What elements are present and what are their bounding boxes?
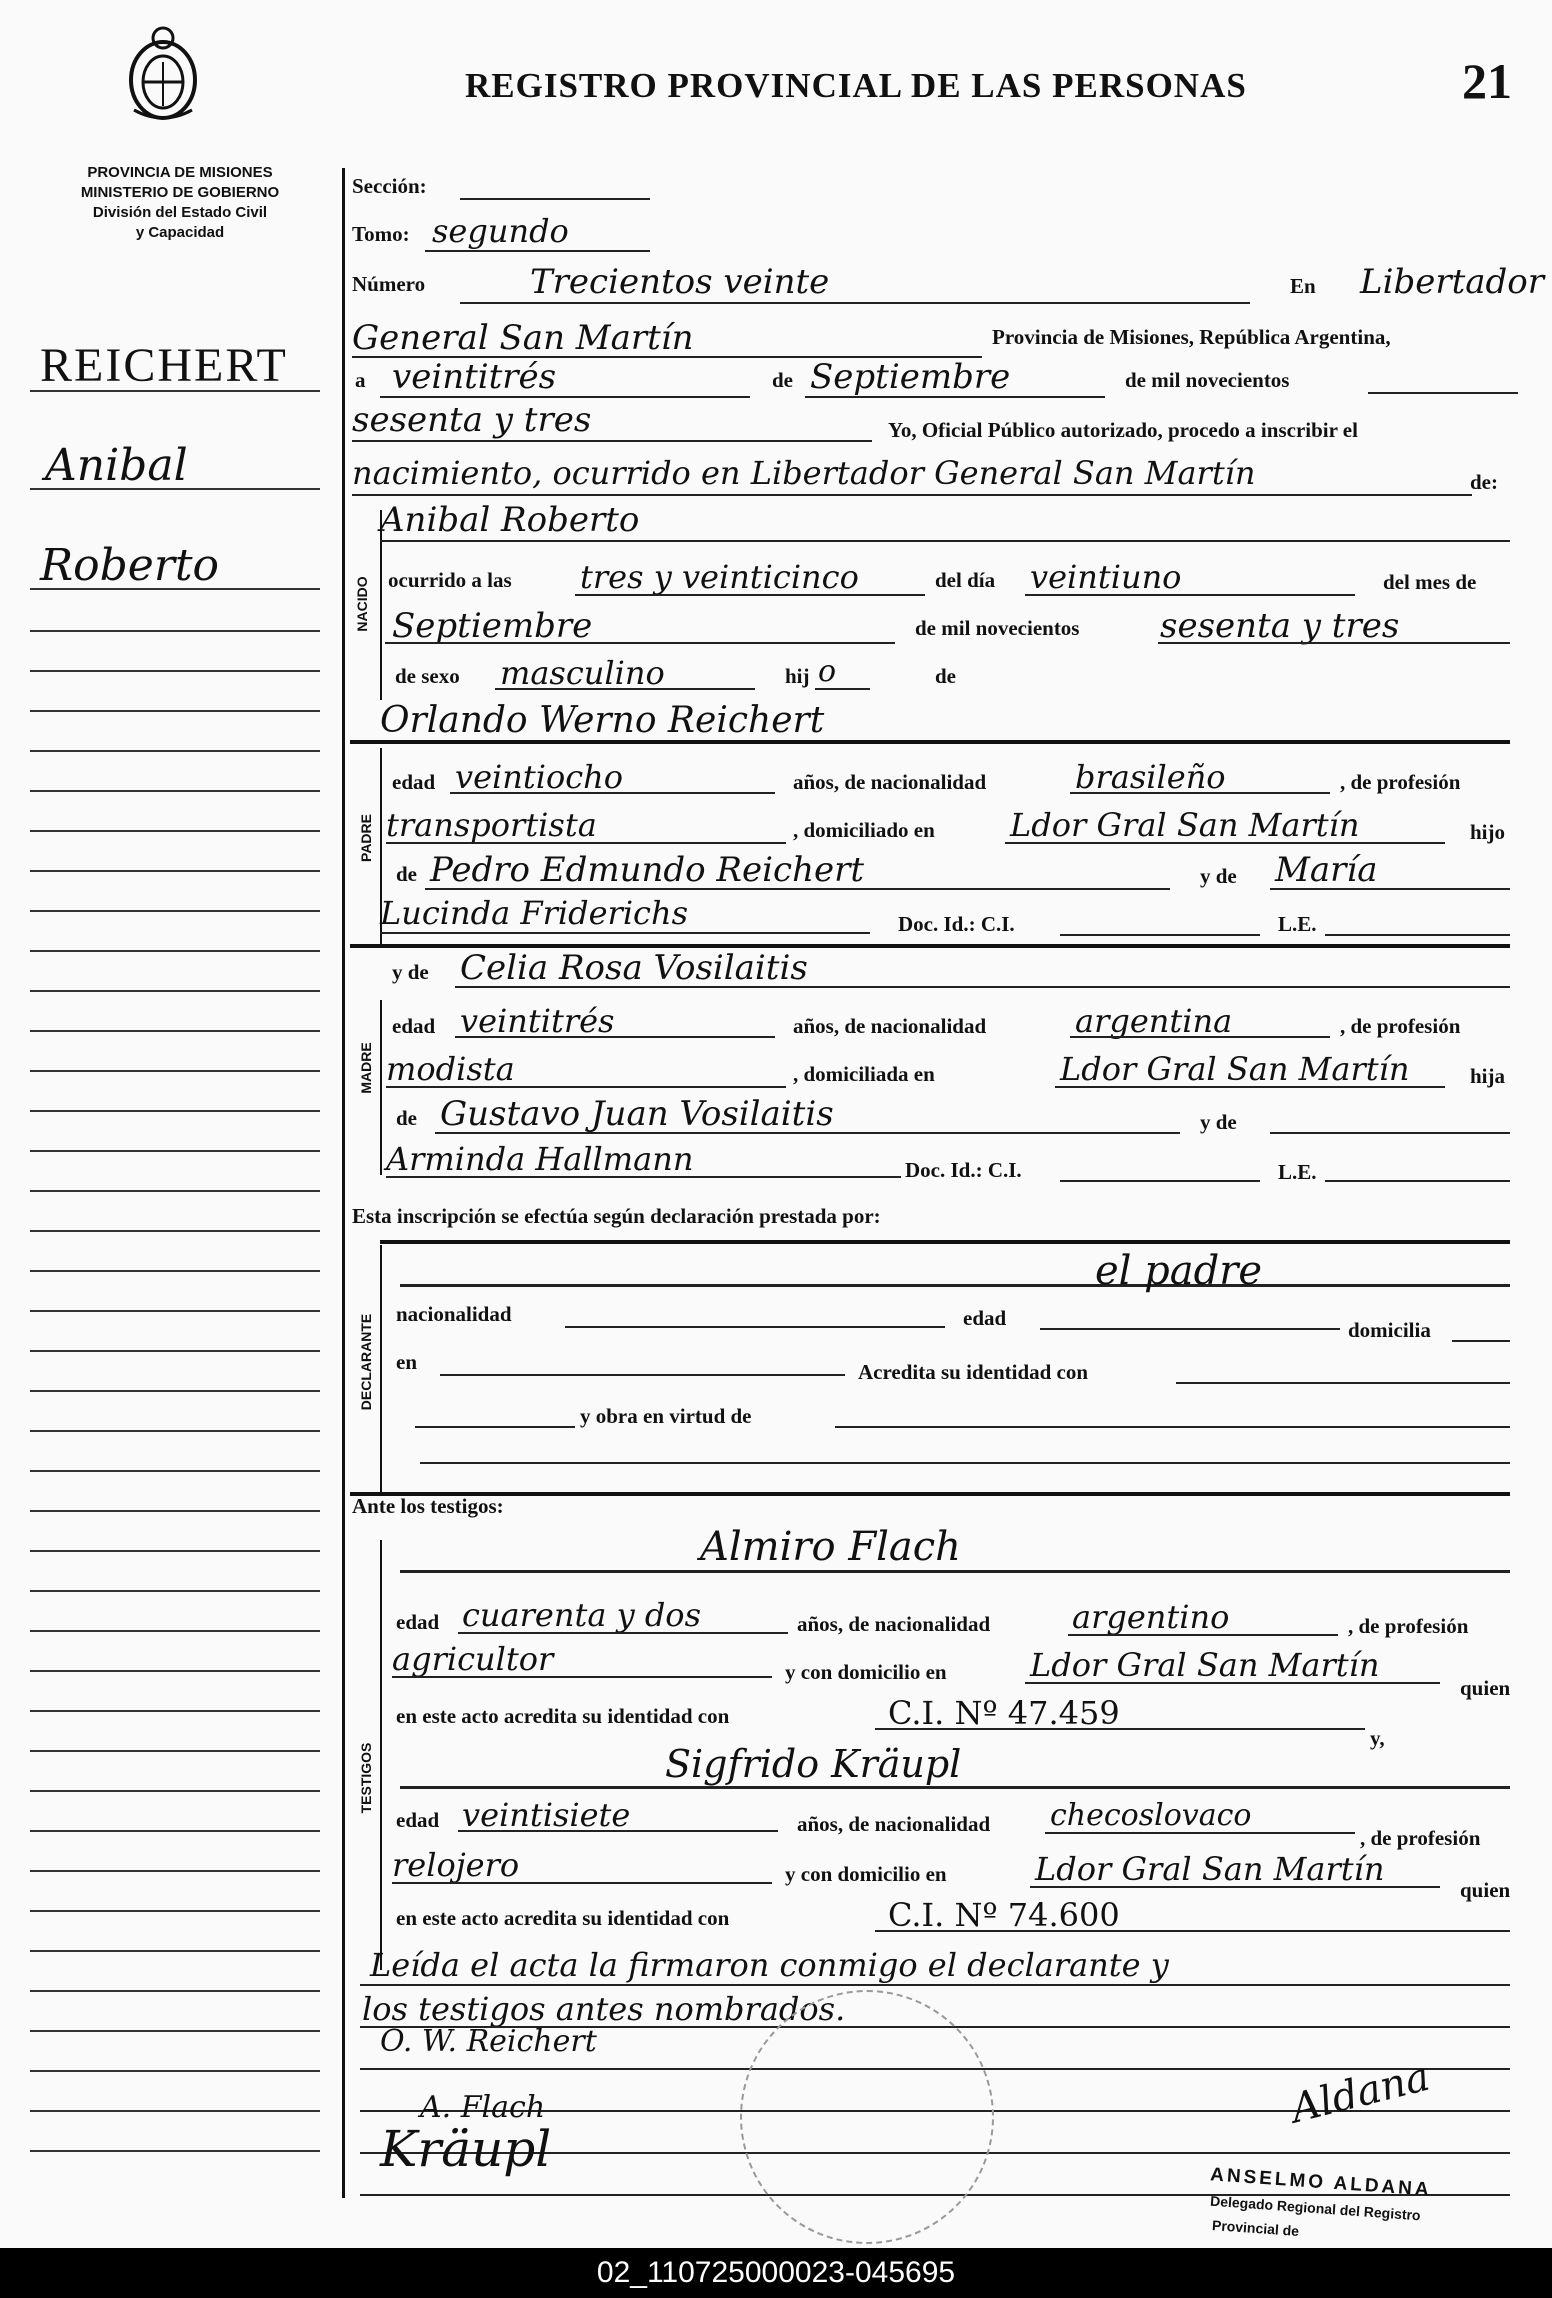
nacido-section-label: NACIDO [354, 576, 370, 632]
testigos-intro: Ante los testigos: [352, 1494, 504, 1518]
a-label: a [355, 368, 366, 392]
w1-edad-label: edad [396, 1610, 440, 1634]
padre-edad-value: veintiocho [455, 758, 624, 796]
w1-dom-label: y con domicilio en [785, 1660, 947, 1684]
declarante-edad-label: edad [963, 1306, 1007, 1330]
margin-second-name: Roberto [40, 540, 220, 591]
padre-de-label: de [396, 862, 417, 886]
madre-edad-label: edad [392, 1014, 436, 1038]
padre-prof-label: , de profesión [1340, 770, 1461, 794]
witness1-name: Almiro Flach [700, 1524, 961, 1570]
issuer-ministry: MINISTERIO DE GOBIERNO [80, 184, 280, 201]
w1-doc: C.I. Nº 47.459 [888, 1694, 1120, 1732]
register-title: REGISTRO PROVINCIAL DE LAS PERSONAS [465, 66, 1247, 105]
issuer-division: División del Estado Civil [92, 204, 268, 221]
en-label: En [1290, 274, 1316, 298]
nacido-de-label: de [935, 664, 956, 688]
nacido-day-value: veintiuno [1030, 558, 1182, 596]
madre-le-label: L.E. [1278, 1160, 1317, 1184]
form-left-border [342, 168, 345, 2198]
padre-mother-value-1: María [1275, 850, 1378, 890]
faint-seal [740, 1990, 994, 2244]
numero-value: Trecientos veinte [530, 262, 830, 302]
declarante-value: el padre [1095, 1248, 1263, 1294]
declarante-intro: Esta inscripción se efectúa según declaración prestada por: [352, 1204, 881, 1228]
official-stamp-title-1: Delegado Regional del Registro [1209, 2192, 1422, 2224]
w1-nac-label: años, de nacionalidad [797, 1612, 991, 1636]
padre-dom-label: , domiciliado en [793, 818, 935, 842]
month-value: Septiembre [810, 357, 1011, 397]
w2-nac-label: años, de nacionalidad [797, 1812, 991, 1836]
w1-edad: cuarenta y dos [462, 1596, 701, 1634]
w1-dom: Ldor Gral San Martín [1030, 1646, 1380, 1684]
madre-de-label: de [396, 1106, 417, 1130]
w1-nac: argentino [1072, 1598, 1230, 1636]
w2-quien: quien [1460, 1878, 1511, 1902]
w2-nac: checoslovaco [1050, 1798, 1252, 1833]
madre-father-value: Gustavo Juan Vosilaitis [440, 1094, 834, 1134]
issuer-block [30, 163, 330, 243]
declarante-section-label: DECLARANTE [358, 1313, 374, 1411]
padre-hijo-label: hijo [1470, 820, 1506, 844]
w1-y: y, [1370, 1726, 1385, 1750]
padre-docid-label: Doc. Id.: C.I. [898, 912, 1015, 936]
madre-nac-label: años, de nacionalidad [793, 1014, 987, 1038]
witness1-signature: A. Flach [420, 2090, 546, 2125]
issuer-province: PROVINCIA DE MISIONES [87, 164, 273, 181]
nacido-year-value: sesenta y tres [1160, 606, 1400, 646]
hij-value: o [818, 654, 837, 689]
padre-section-label: PADRE [358, 814, 374, 862]
issuer-capacity: y Capacidad [135, 224, 225, 241]
declarante-acredita-label: Acredita su identidad con [858, 1360, 1089, 1384]
oficial-text: Yo, Oficial Público autorizado, procedo a inscribir el [888, 418, 1358, 442]
year-value: sesenta y tres [352, 400, 592, 440]
w2-doc: C.I. Nº 74.600 [888, 1896, 1120, 1934]
tomo-label: Tomo: [352, 222, 410, 246]
w2-edad-label: edad [396, 1808, 440, 1832]
padre-father-value: Pedro Edmundo Reichert [430, 850, 864, 890]
sexo-label: de sexo [395, 664, 460, 688]
nacido-mil-label: de mil novecientos [915, 616, 1080, 640]
declarante-obra-label: y obra en virtud de [580, 1404, 752, 1428]
nacido-month-value: Septiembre [392, 606, 593, 646]
place-value: General San Martín [352, 318, 694, 358]
de-suffix: de: [1470, 470, 1498, 494]
ocurrido-label: ocurrido a las [388, 568, 512, 592]
w1-prof-label: , de profesión [1348, 1614, 1469, 1638]
w1-acto-label: en este acto acredita su identidad con [396, 1704, 730, 1728]
madre-dom-label: , domiciliada en [793, 1062, 935, 1086]
witness2-name: Sigfrido Kräupl [665, 1742, 962, 1786]
numero-label: Número [352, 272, 426, 296]
declarant-signature: O. W. Reichert [380, 2024, 597, 2059]
hour-value: tres y veinticinco [580, 558, 859, 596]
w2-acto-label: en este acto acredita su identidad con [396, 1906, 730, 1930]
coat-of-arms-icon [122, 22, 204, 122]
w2-prof: relojero [392, 1846, 520, 1884]
madre-yde-label: y de [392, 960, 429, 984]
w2-edad: veintisiete [462, 1796, 631, 1834]
declarante-dom-label: domicilia [1348, 1318, 1431, 1342]
padre-edad-label: edad [392, 770, 436, 794]
madre-docid-label: Doc. Id.: C.I. [905, 1158, 1022, 1182]
madre-edad-value: veintitrés [460, 1002, 615, 1040]
madre-nac-value: argentina [1075, 1002, 1233, 1040]
w2-dom: Ldor Gral San Martín [1035, 1850, 1385, 1888]
w1-quien: quien [1460, 1676, 1511, 1700]
madre-yde2-label: y de [1200, 1110, 1237, 1134]
official-signature: Aldana [1286, 2053, 1435, 2133]
official-stamp-title-2: Provincial de [1211, 2216, 1300, 2240]
padre-mother-value-2: Lucinda Friderichs [380, 894, 688, 932]
padre-nac-label: años, de nacionalidad [793, 770, 987, 794]
official-stamp-name: ANSELMO ALDANA [1209, 2164, 1433, 2201]
padre-yde-label: y de [1200, 864, 1237, 888]
hij-label: hij [785, 664, 810, 688]
padre-dom-value: Ldor Gral San Martín [1010, 806, 1360, 844]
madre-name: Celia Rosa Vosilaitis [460, 948, 808, 988]
closing-line-1: Leída el acta la firmaron conmigo el declarante y [370, 1946, 1169, 1984]
madre-dom-value: Ldor Gral San Martín [1060, 1050, 1410, 1088]
padre-name: Orlando Werno Reichert [380, 700, 825, 741]
sexo-value: masculino [500, 654, 665, 692]
en-value: Libertador [1360, 262, 1545, 302]
mil-label: de mil novecientos [1125, 368, 1290, 392]
file-id-footer: 02_110725000023-045695 [0, 2248, 1552, 2298]
padre-nac-value: brasileño [1075, 758, 1226, 796]
seccion-label: Sección: [352, 174, 427, 198]
margin-surname: REICHERT [40, 339, 288, 392]
madre-prof-label: , de profesión [1340, 1014, 1461, 1038]
page-number: 21 [1462, 53, 1512, 109]
madre-prof-value: modista [386, 1050, 515, 1088]
de-label: de [772, 368, 793, 392]
w2-dom-label: y con domicilio en [785, 1862, 947, 1886]
margin-first-name: Anibal [45, 440, 188, 491]
declarante-en-label: en [396, 1350, 417, 1374]
acto-value: nacimiento, ocurrido en Libertador General San Martín [352, 454, 1256, 492]
w1-prof: agricultor [392, 1640, 554, 1678]
tomo-value: segundo [432, 212, 569, 250]
witness2-signature: Kräupl [380, 2120, 552, 2178]
declarante-nac-label: nacionalidad [396, 1302, 512, 1326]
mes-label: del mes de [1383, 570, 1477, 594]
w2-prof-label: , de profesión [1360, 1826, 1481, 1850]
provincia-text: Provincia de Misiones, República Argentina, [992, 325, 1391, 349]
closing-line-2: los testigos antes nombrados. [362, 1990, 846, 2028]
padre-prof-value: transportista [386, 806, 597, 844]
madre-mother-value: Arminda Hallmann [386, 1140, 694, 1178]
madre-section-label: MADRE [358, 1042, 374, 1094]
madre-hija-label: hija [1470, 1064, 1506, 1088]
nacido-name: Anibal Roberto [380, 500, 640, 540]
testigos-section-label: TESTIGOS [358, 1742, 374, 1814]
dia-label: del día [935, 568, 996, 592]
day-value: veintitrés [392, 357, 557, 397]
padre-le-label: L.E. [1278, 912, 1317, 936]
